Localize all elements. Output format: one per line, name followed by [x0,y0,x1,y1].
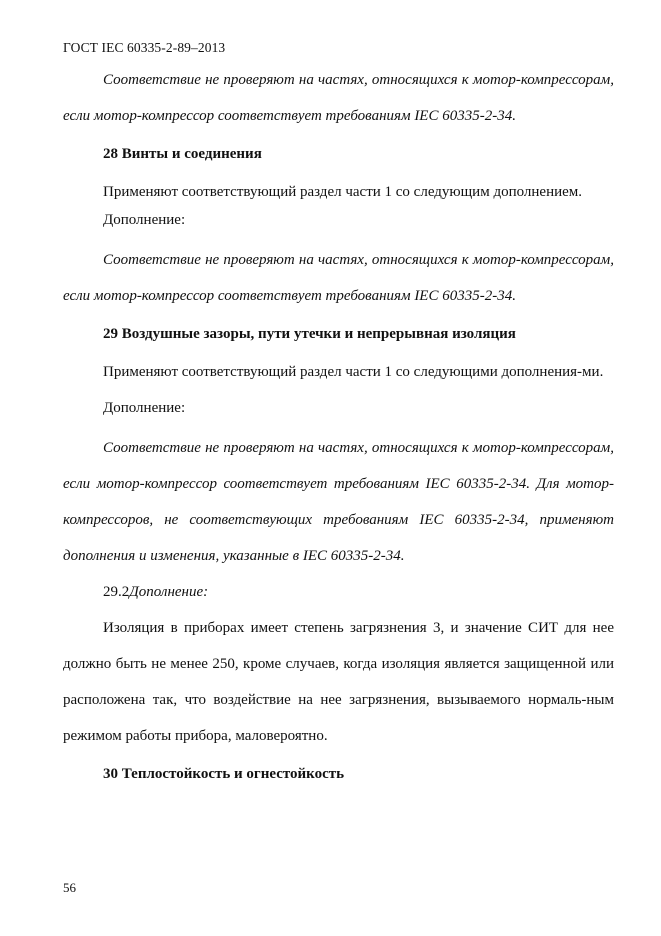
section-heading-30: 30 Теплостойкость и огнестойкость [103,766,345,782]
paragraph-addition-label-29: Дополнение: [103,400,186,416]
document-header: ГОСТ IEC 60335-2-89–2013 [63,40,226,55]
page-number: 56 [63,880,76,895]
paragraph-apply-29: Применяют соответствующий раздел части 1 со следующими дополнения-ми. [103,364,604,380]
paragraph-insulation: Изоляция в приборах имеет степень загрязнения 3, и значение СИТ для нее должно быть не менее 250, кроме случаев, когда изоляция является защищенной или расположена так, что воздействие на нее загрязнения, вызываемого нормаль-ным режимом работы прибора, маловероятно. [63,620,614,744]
section-heading-28: 28 Винты и соединения [103,146,262,162]
paragraph-compliance-1: Соответствие не проверяют на частях, относящихся к мотор-компрессорам, если мотор-компрессор соответствует требованиям IEC 60335-2-34. [63,72,614,124]
clause-29-2 [63,574,614,610]
paragraph-apply-28: Применяют соответствующий раздел части 1 со следующим дополнением. [103,184,583,200]
section-heading-29: 29 Воздушные зазоры, пути утечки и непрерывная изоляция [103,326,516,342]
paragraph-compliance-3: Соответствие не проверяют на частях, относящихся к мотор-компрессорам, если мотор-компрессор соответствует требованиям IEC 60335-2-34. Для мотор-компрессоров, не соответствующих требованиям IEC 60335-2-34, применяют дополнения и изменения, указанные в IEC 60335-2-34. [63,440,614,564]
paragraph-compliance-2: Соответствие не проверяют на частях, относящихся к мотор-компрессорам, если мотор-компрессор соответствует требованиям IEC 60335-2-34. [63,252,614,304]
clause-number: 29.2 [103,584,130,600]
clause-label: Дополнение: [129,584,209,600]
paragraph-addition-label-28: Дополнение: [103,212,186,228]
document-body [63,62,614,786]
